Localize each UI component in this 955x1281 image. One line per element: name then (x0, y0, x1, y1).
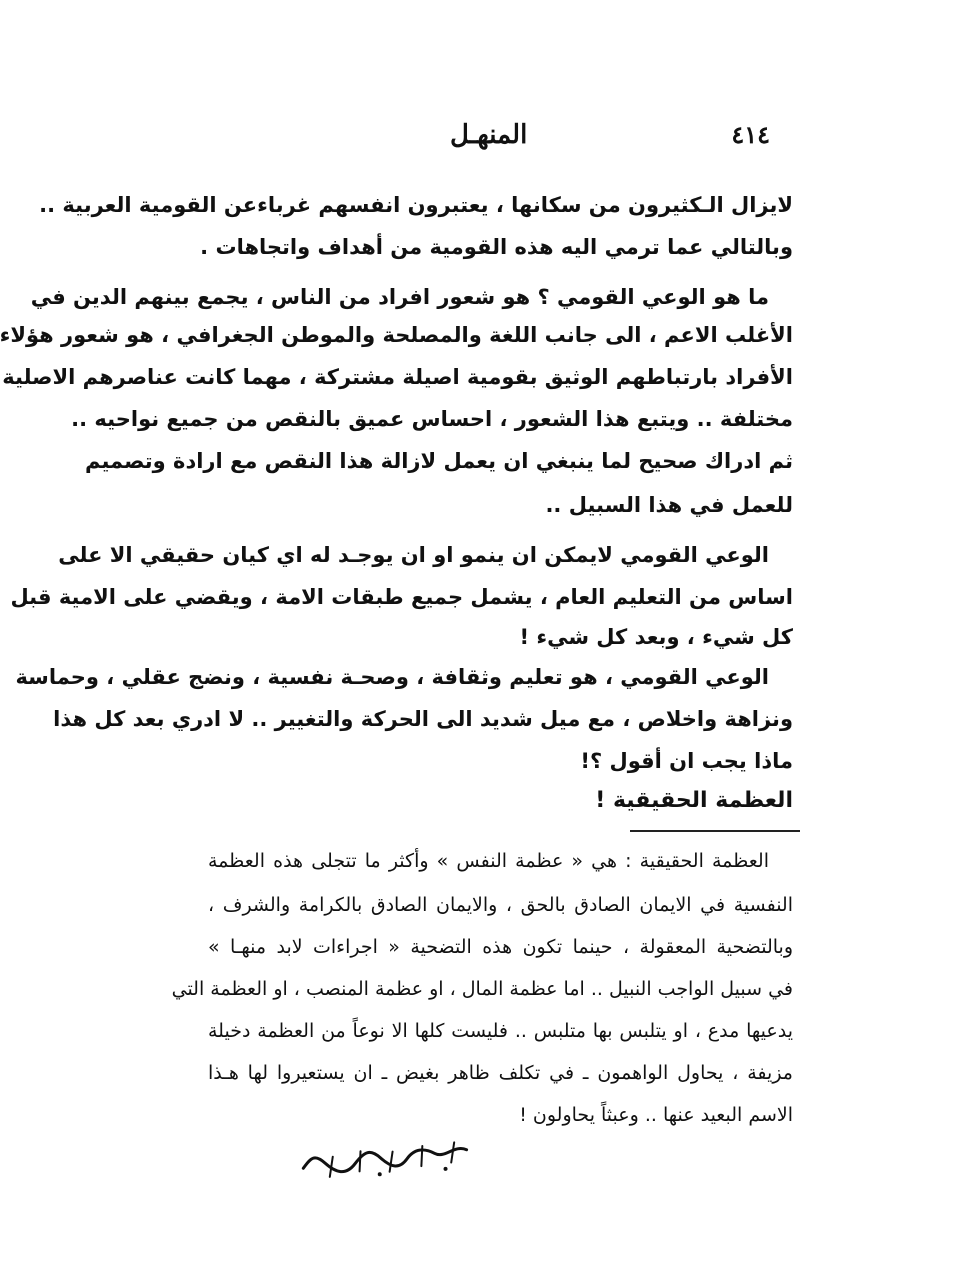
paragraph-line: العظمة الحقيقية : هي « عظمة النفس » وأكثر ما تتجلى هذه العظمة (208, 850, 769, 872)
paragraph-line: الوعي القومي لايمكن ان ينمو او ان يوجـد له اي كيان حقيقي الا على (58, 543, 769, 567)
paragraph-line: ثم ادراك صحيح لما ينبغي ان يعمل لازالة هذا النقص مع ارادة وتصميم (84, 449, 793, 473)
paragraph-line: الأغلب الاعم ، الى جانب اللغة والمصلحة والموطن الجغرافي ، هو شعور هؤلاء (0, 323, 793, 347)
paragraph-line: وبالتالي عما ترمي اليه هذه القومية من أهداف واتجاهات . (200, 235, 793, 259)
paragraph-line: يدعيها مدع ، او يتلبس بها متلبس .. فليست كلها الا نوعاً من العظمة دخيلة (208, 1020, 793, 1042)
paragraph-line: الاسم البعيد عنها .. وعبثاً يحاولون ! (519, 1104, 793, 1126)
paragraph-line: اساس من التعليم العام ، يشمل جميع طبقات الامة ، ويقضي على الامية قبل (10, 585, 793, 609)
paragraph-line: ماذا يجب ان أقول ؟! (580, 749, 793, 773)
author-signature (294, 1135, 476, 1184)
paragraph-line: الأفراد بارتباطهم الوثيق بقومية اصيلة مشتركة ، مهما كانت عناصرهم الاصلية (2, 365, 793, 389)
paragraph-line: ما هو الوعي القومي ؟ هو شعور افراد من الناس ، يجمع بينهم الدين في (30, 285, 769, 309)
paragraph-line: وبالتضحية المعقولة ، حينما تكون هذه التضحية « اجراءات لابد منهـا » (208, 936, 793, 958)
paragraph-line: مختلفة .. ويتبع هذا الشعور ، احساس عميق بالنقص من جميع نواحيه .. (71, 407, 793, 431)
paragraph-line: في سبيل الواجب النبيل .. اما عظمة المال ، او عظمة المنصب ، او العظمة التي (171, 978, 793, 1000)
journal-title: المنهـل (450, 120, 528, 150)
section-divider (630, 830, 800, 832)
paragraph-line: لايزال الـكثيرون من سكانها ، يعتبرون انفسهم غرباءعن القومية العربية .. (39, 193, 793, 217)
paragraph-line: للعمل في هذا السبيل .. (545, 493, 793, 517)
section-heading: العظمة الحقيقية ! (595, 788, 793, 813)
page-number: ٤١٤ (731, 120, 770, 149)
paragraph-line: مزيفة ، يحاول الواهمون ـ في تكلف ظاهر بغيض ـ ان يستعيروا لها هـذا (208, 1062, 793, 1084)
signature-scrawl-icon (294, 1135, 476, 1184)
page-header (450, 116, 770, 156)
paragraph-line: كل شيء ، وبعد كل شيء ! (519, 625, 793, 649)
paragraph-line: ونزاهة واخلاص ، مع ميل شديد الى الحركة والتغيير .. لا ادري بعد كل هذا (53, 707, 793, 731)
paragraph-line: الوعي القومي ، هو تعليم وثقافة ، وصحـة نفسية ، ونضج عقلي ، وحماسة (15, 665, 769, 689)
paragraph-line: النفسية في الايمان الصادق بالحق ، والايمان الصادق بالكرامة والشرف ، (208, 894, 793, 916)
